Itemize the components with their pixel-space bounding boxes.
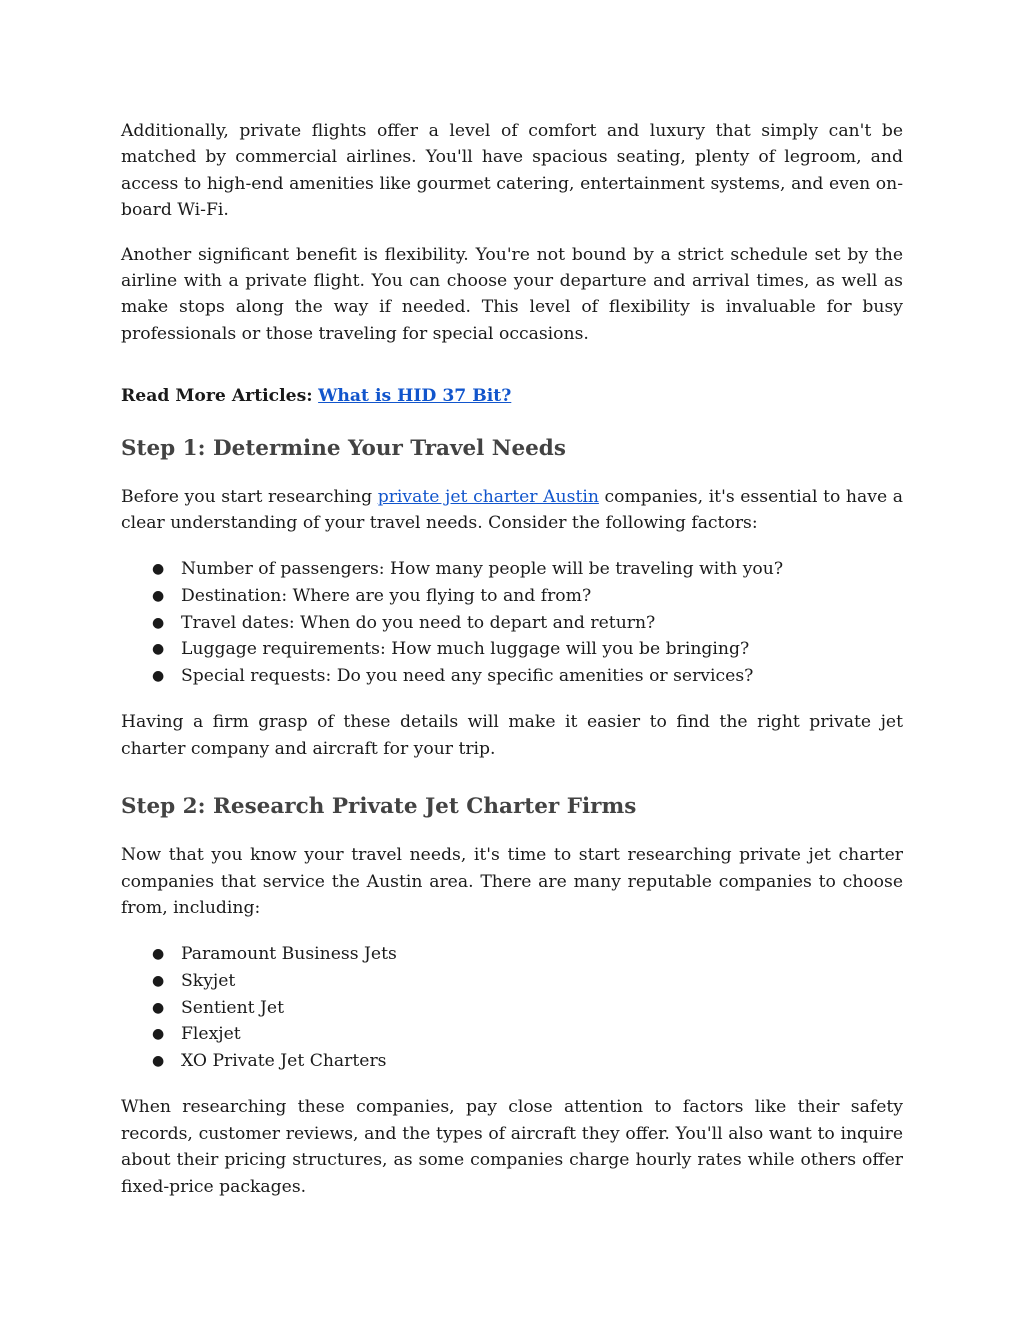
list-item [152,1048,903,1075]
bullet-icon: ● [152,946,165,963]
bullet-icon: ● [152,641,165,658]
bullet-icon: ● [152,588,165,605]
step2-lead: Now that you know your travel needs, it's time to start researching private jet charter companies that service the Austin area. There are many reputable companies to choose from, including: [121,845,903,919]
step1-heading: Step 1: Determine Your Travel Needs [121,435,566,461]
step2-heading: Step 2: Research Private Jet Charter Firms [121,794,637,820]
read-more-line [121,383,903,409]
step1-lead-before: Before you start researching [121,486,378,507]
list-item [152,968,903,995]
list-item-text: Skyjet [181,971,236,992]
list-item [152,941,903,968]
list-item-text: Travel dates: When do you need to depart and return? [181,612,656,633]
bullet-icon: ● [152,667,165,684]
list-item [152,995,903,1022]
bullet-icon: ● [152,973,165,990]
step1-closing: Having a firm grasp of these details will make it easier to find the right private jet charter company and aircraft for your trip. [121,712,903,759]
list-item-text: Flexjet [181,1024,241,1045]
bullet-icon: ● [152,1026,165,1043]
list-item [152,636,903,663]
list-item [152,583,903,610]
list-item-text: Sentient Jet [181,997,284,1018]
list-item-text: Paramount Business Jets [181,944,397,965]
list-item-text: Destination: Where are you flying to and from? [181,586,592,607]
list-item-text: Number of passengers: How many people will be traveling with you? [181,559,784,580]
bullet-icon: ● [152,1052,165,1069]
travel-needs-list [121,556,903,689]
list-item-text: XO Private Jet Charters [181,1050,387,1071]
document-page [121,118,903,1200]
bullet-icon: ● [152,561,165,578]
list-item-text: Special requests: Do you need any specific amenities or services? [181,665,754,686]
list-item [152,1021,903,1048]
step1-lead-after: companies, it's essential to have a clear understanding of your travel needs. Consider the following factors: [121,486,903,534]
paragraph-comfort: Additionally, private flights offer a level of comfort and luxury that simply can't be matched by commercial airlines. You'll have spacious seating, plenty of legroom, and access to high-end amenities like gourmet catering, entertainment systems, and even on-board Wi-Fi. [121,121,903,221]
list-item-text: Luggage requirements: How much luggage will you be bringing? [181,639,750,660]
read-more-label: Read More Articles: [121,386,313,407]
charter-companies-list [121,941,903,1074]
list-item [152,556,903,583]
bullet-icon: ● [152,999,165,1016]
private-jet-charter-austin-link[interactable]: private jet charter Austin [377,486,599,507]
read-more-link[interactable]: What is HID 37 Bit? [318,386,512,407]
bullet-icon: ● [152,614,165,631]
list-item [152,610,903,637]
step2-closing: When researching these companies, pay close attention to factors like their safety records, customer reviews, and the types of aircraft they offer. You'll also want to inquire about their pricing structures, as some companies charge hourly rates while others offer fixed-price packages. [121,1097,903,1197]
step1-lead [121,484,903,537]
paragraph-flexibility: Another significant benefit is flexibility. You're not bound by a strict schedule set by the airline with a private flight. You can choose your departure and arrival times, as well as make stops along the way if needed. This level of flexibility is invaluable for busy professionals or those traveling for special occasions. [121,244,903,344]
list-item [152,663,903,690]
